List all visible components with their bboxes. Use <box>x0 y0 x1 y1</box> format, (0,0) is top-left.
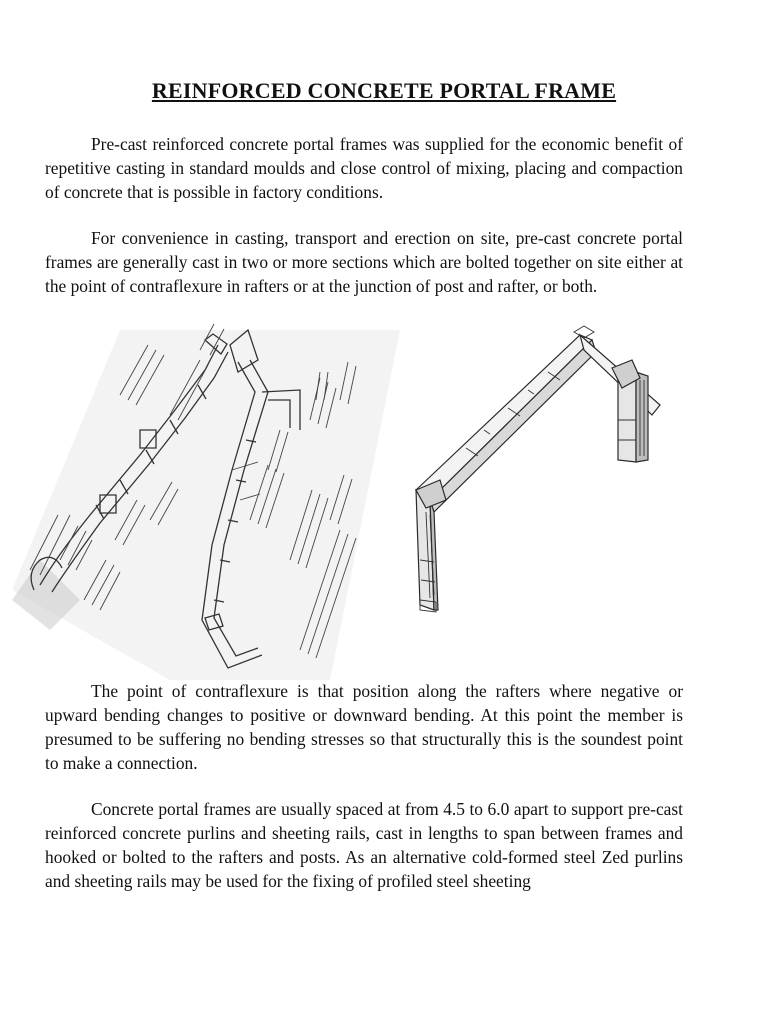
paragraph-precast-benefits: Pre-cast reinforced concrete portal frames was supplied for the economic benefit of repetitive casting in standard moulds and close control of mixing, placing and compaction of concrete that is possible in factory conditions. <box>45 134 683 202</box>
page-title: REINFORCED CONCRETE PORTAL FRAME <box>151 78 617 103</box>
paragraph-casting-sections: For convenience in casting, transport and erection on site, pre-cast concrete portal frames are generally cast in two or more sections which are bolted together on site either at the point of contraflexure in rafters or at the junction of post and rafter, or both. <box>45 228 683 296</box>
paragraph-contraflexure: The point of contraflexure is that position along the rafters where negative or upward bending changes to positive or downward bending. At this point the member is presumed to be suffering no bending stresses so that structurally this is the soundest point to make a connection. <box>45 681 683 773</box>
paragraph-frame-spacing: Concrete portal frames are usually spaced at from 4.5 to 6.0 apart to support pre-cast reinforced concrete purlins and sheeting rails, cast in lengths to span between frames and hooked or bolted to the rafters and posts. As an alternative cold-formed steel Zed purlins and sheeting rails may be used for the fixing of profiled steel sheeting <box>45 799 683 891</box>
